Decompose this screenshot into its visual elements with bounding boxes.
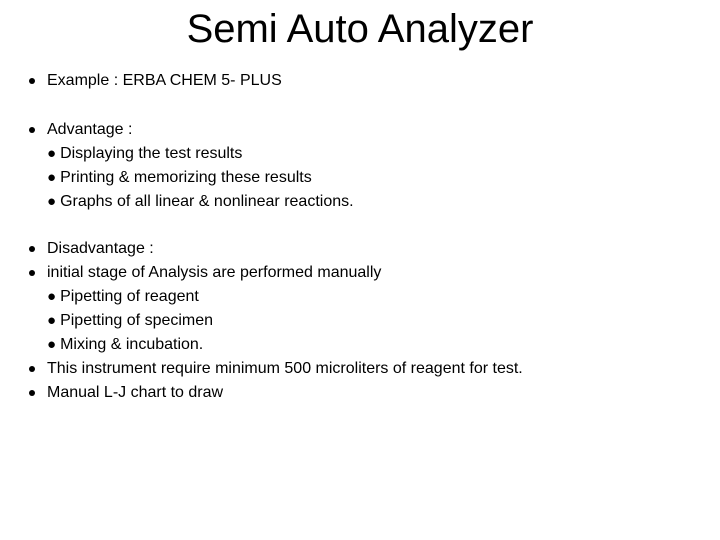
bullet-dot-icon <box>29 366 35 372</box>
slide-title: Semi Auto Analyzer <box>186 7 534 51</box>
bullet-dot-icon <box>29 246 35 252</box>
sub-bullet-icon: ● <box>47 169 57 186</box>
reagent-note: This instrument require minimum 500 microliters of reagent for test. <box>47 360 523 377</box>
example-text: Example : ERBA CHEM 5- PLUS <box>47 72 282 89</box>
disadvantage-intro: initial stage of Analysis are performed manually <box>47 264 382 281</box>
disadvantage-item-text: Mixing & incubation. <box>60 336 204 353</box>
example-item <box>47 69 282 93</box>
advantage-sub-item <box>47 166 312 190</box>
sub-bullet-icon: ● <box>47 288 57 305</box>
advantage-item-text: Graphs of all linear & nonlinear reactions. <box>60 193 354 210</box>
reagent-note-item <box>47 357 523 381</box>
disadvantage-sub-item <box>47 333 203 357</box>
sub-bullet-icon: ● <box>47 193 57 210</box>
sub-bullet-icon: ● <box>47 312 57 329</box>
advantage-sub-item <box>47 142 242 166</box>
bullet-dot-icon <box>29 270 35 276</box>
advantage-heading-item <box>47 118 132 142</box>
disadvantage-item-text: Pipetting of specimen <box>60 312 214 329</box>
disadvantage-item-text: Pipetting of reagent <box>60 288 199 305</box>
disadvantage-heading: Disadvantage : <box>47 240 154 257</box>
disadvantage-sub-item <box>47 309 213 333</box>
sub-bullet-icon: ● <box>47 336 57 353</box>
chart-note-item <box>47 381 223 405</box>
advantage-heading: Advantage : <box>47 121 133 138</box>
bullet-dot-icon <box>29 127 35 133</box>
disadvantage-sub-item <box>47 285 199 309</box>
bullet-dot-icon <box>29 390 35 396</box>
disadvantage-intro-item <box>47 261 381 285</box>
chart-note: Manual L-J chart to draw <box>47 384 224 401</box>
advantage-item-text: Displaying the test results <box>60 145 243 162</box>
advantage-sub-item <box>47 190 354 214</box>
disadvantage-heading-item <box>47 237 154 261</box>
advantage-item-text: Printing & memorizing these results <box>60 169 312 186</box>
bullet-dot-icon <box>29 78 35 84</box>
sub-bullet-icon: ● <box>47 145 57 162</box>
